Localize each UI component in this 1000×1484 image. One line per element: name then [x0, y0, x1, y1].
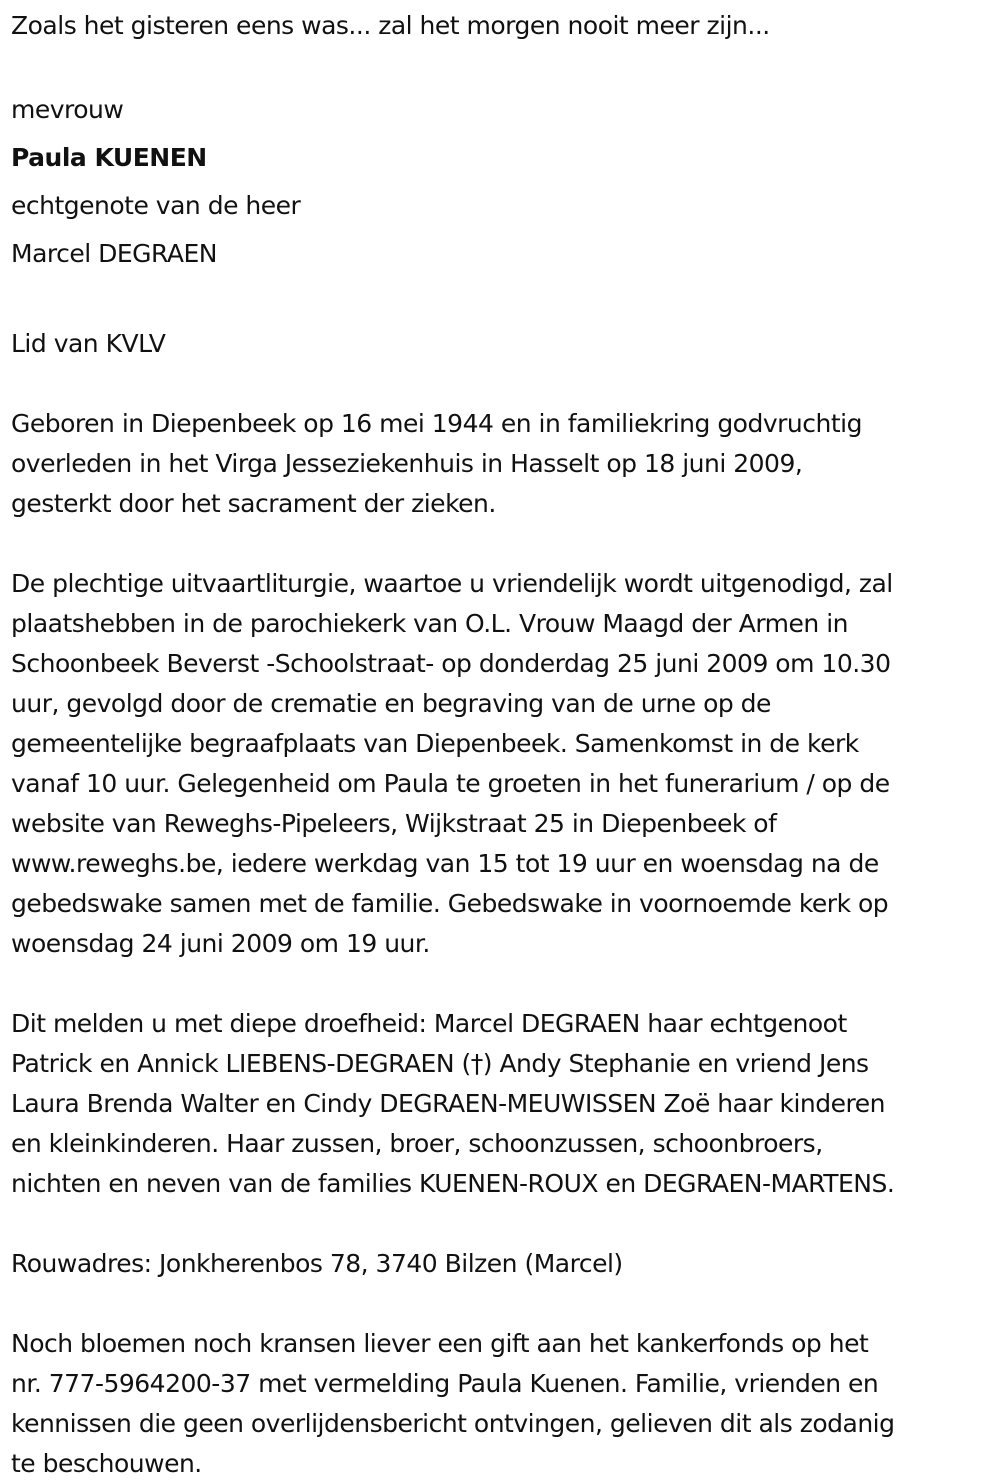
- paragraph-line: gesterkt door het sacrament der zieken.: [11, 489, 496, 518]
- spacer: [11, 364, 995, 404]
- paragraph-line: gemeentelijke begraafplaats van Diepenbeek. Samenkomst in de kerk: [11, 729, 859, 758]
- paragraph-line: Patrick en Annick LIEBENS-DEGRAEN (†) Andy Stephanie en vriend Jens: [11, 1049, 869, 1078]
- mourning-address: Rouwadres: Jonkherenbos 78, 3740 Bilzen (Marcel): [11, 1249, 623, 1278]
- birth-death-paragraph: [11, 404, 995, 524]
- spacer: [11, 1284, 995, 1324]
- spouse-name: Marcel DEGRAEN: [11, 239, 218, 268]
- spacer: [11, 524, 995, 564]
- paragraph-line: gebedswake samen met de familie. Gebedswake in voornoemde kerk op: [11, 889, 889, 918]
- ceremony-paragraph: [11, 564, 995, 964]
- paragraph-line: kennissen die geen overlijdensbericht ontvingen, gelieven dit als zodanig: [11, 1409, 895, 1438]
- spouse-label: echtgenote van de heer: [11, 191, 301, 220]
- paragraph-line: uur, gevolgd door de crematie en begraving van de urne op de: [11, 689, 771, 718]
- spacer: [11, 46, 995, 86]
- motto: Zoals het gisteren eens was... zal het morgen nooit meer zijn...: [11, 11, 770, 40]
- spacer: [11, 964, 995, 1004]
- membership: Lid van KVLV: [11, 329, 166, 358]
- paragraph-line: plaatshebben in de parochiekerk van O.L. Vrouw Maagd der Armen in: [11, 609, 848, 638]
- paragraph-line: website van Reweghs-Pipeleers, Wijkstraat 25 in Diepenbeek of: [11, 809, 777, 838]
- spacer: [11, 1204, 995, 1244]
- paragraph-line: en kleinkinderen. Haar zussen, broer, schoonzussen, schoonbroers,: [11, 1129, 823, 1158]
- paragraph-line: overleden in het Virga Jesseziekenhuis in Hasselt op 18 juni 2009,: [11, 449, 803, 478]
- paragraph-line: nichten en neven van de families KUENEN-ROUX en DEGRAEN-MARTENS.: [11, 1169, 895, 1198]
- paragraph-line: te beschouwen.: [11, 1449, 202, 1478]
- donations-paragraph: [11, 1324, 995, 1484]
- paragraph-line: Schoonbeek Beverst -Schoolstraat- op donderdag 25 juni 2009 om 10.30: [11, 649, 891, 678]
- intro-block: [11, 86, 995, 278]
- title-label: mevrouw: [11, 95, 124, 124]
- paragraph-line: Laura Brenda Walter en Cindy DEGRAEN-MEUWISSEN Zoë haar kinderen: [11, 1089, 885, 1118]
- paragraph-line: woensdag 24 juni 2009 om 19 uur.: [11, 929, 430, 958]
- paragraph-line: www.reweghs.be, iedere werkdag van 15 tot 19 uur en woensdag na de: [11, 849, 879, 878]
- family-paragraph: [11, 1004, 995, 1204]
- deceased-name: Paula KUENEN: [11, 143, 207, 172]
- paragraph-line: De plechtige uitvaartliturgie, waartoe u vriendelijk wordt uitgenodigd, zal: [11, 569, 893, 598]
- paragraph-line: Geboren in Diepenbeek op 16 mei 1944 en in familiekring godvruchtig: [11, 409, 862, 438]
- obituary-document: [11, 6, 995, 1484]
- paragraph-line: Dit melden u met diepe droefheid: Marcel DEGRAEN haar echtgenoot: [11, 1009, 847, 1038]
- paragraph-line: nr. 777-5964200-37 met vermelding Paula Kuenen. Familie, vrienden en: [11, 1369, 879, 1398]
- spacer: [11, 278, 995, 318]
- paragraph-line: vanaf 10 uur. Gelegenheid om Paula te groeten in het funerarium / op de: [11, 769, 890, 798]
- paragraph-line: Noch bloemen noch kransen liever een gift aan het kankerfonds op het: [11, 1329, 869, 1358]
